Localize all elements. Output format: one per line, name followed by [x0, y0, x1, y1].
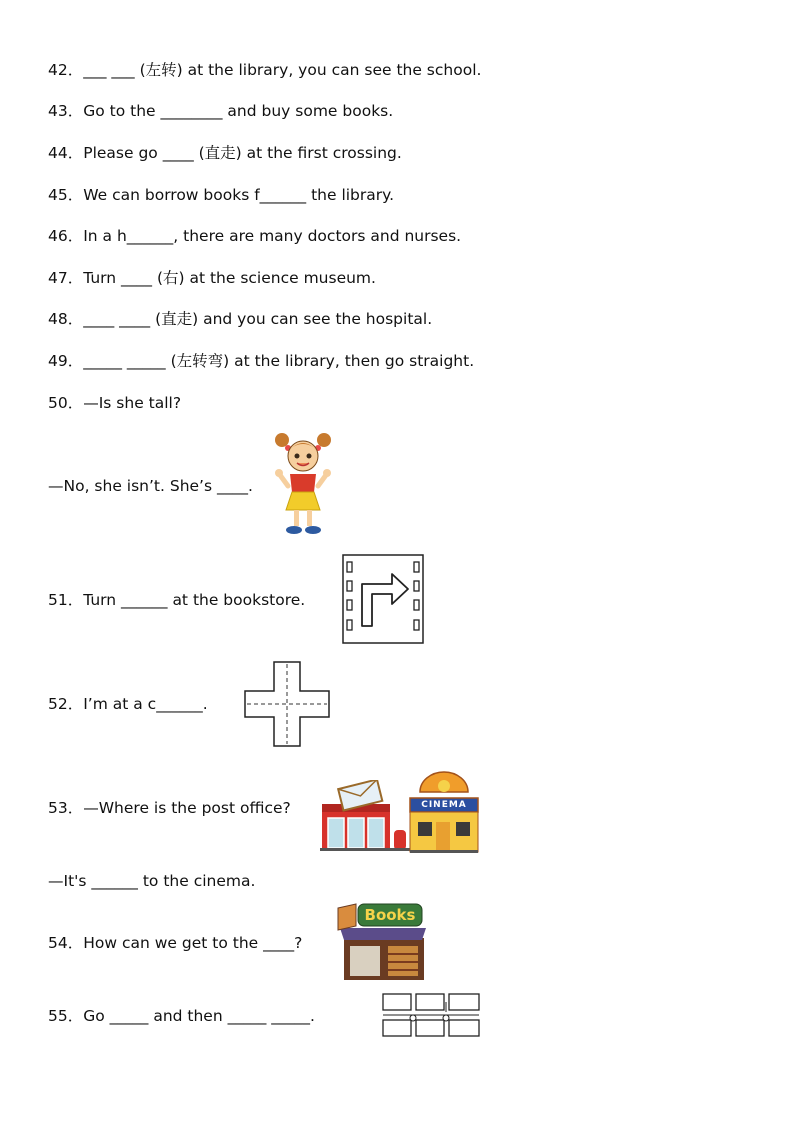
cinema-sign-text: CINEMA: [421, 800, 467, 810]
turn-right-sign: [342, 554, 424, 644]
post-office-illustration: [320, 780, 410, 852]
question-47: 47．Turn ____ (右) at the science museum.: [48, 269, 376, 287]
girl-illustration: [272, 430, 334, 538]
question-44: 44．Please go ____ (直走) at the first crossing.: [48, 144, 402, 162]
question-49: 49．_____ _____ (左转弯) at the library, then go straight.: [48, 352, 475, 370]
crossing-diagram: [244, 661, 330, 747]
question-42: 42．___ ___ (左转) at the library, you can see the school.: [48, 61, 482, 79]
question-50-answer: —No, she isn’t. She’s ____.: [48, 477, 253, 495]
question-53-prompt: 53．—Where is the post office?: [48, 799, 291, 817]
cinema-illustration: [406, 770, 482, 854]
question-53-answer: —It's ______ to the cinema.: [48, 872, 256, 890]
question-55: 55．Go _____ and then _____ _____.: [48, 1007, 315, 1025]
question-54: 54．How can we get to the ____?: [48, 934, 303, 952]
question-46: 46．In a h______, there are many doctors and nurses.: [48, 227, 462, 245]
question-52: 52．I’m at a c______.: [48, 695, 208, 713]
route-map-diagram: [381, 992, 481, 1040]
question-50-prompt: 50．—Is she tall?: [48, 394, 182, 412]
question-51: 51．Turn ______ at the bookstore.: [48, 591, 306, 609]
bookstore-illustration: [336, 902, 428, 982]
books-sign-text: Books: [364, 906, 416, 924]
question-45: 45．We can borrow books f______ the library.: [48, 186, 395, 204]
question-43: 43．Go to the ________ and buy some books.: [48, 102, 394, 120]
question-48: 48．____ ____ (直走) and you can see the hospital.: [48, 310, 433, 328]
